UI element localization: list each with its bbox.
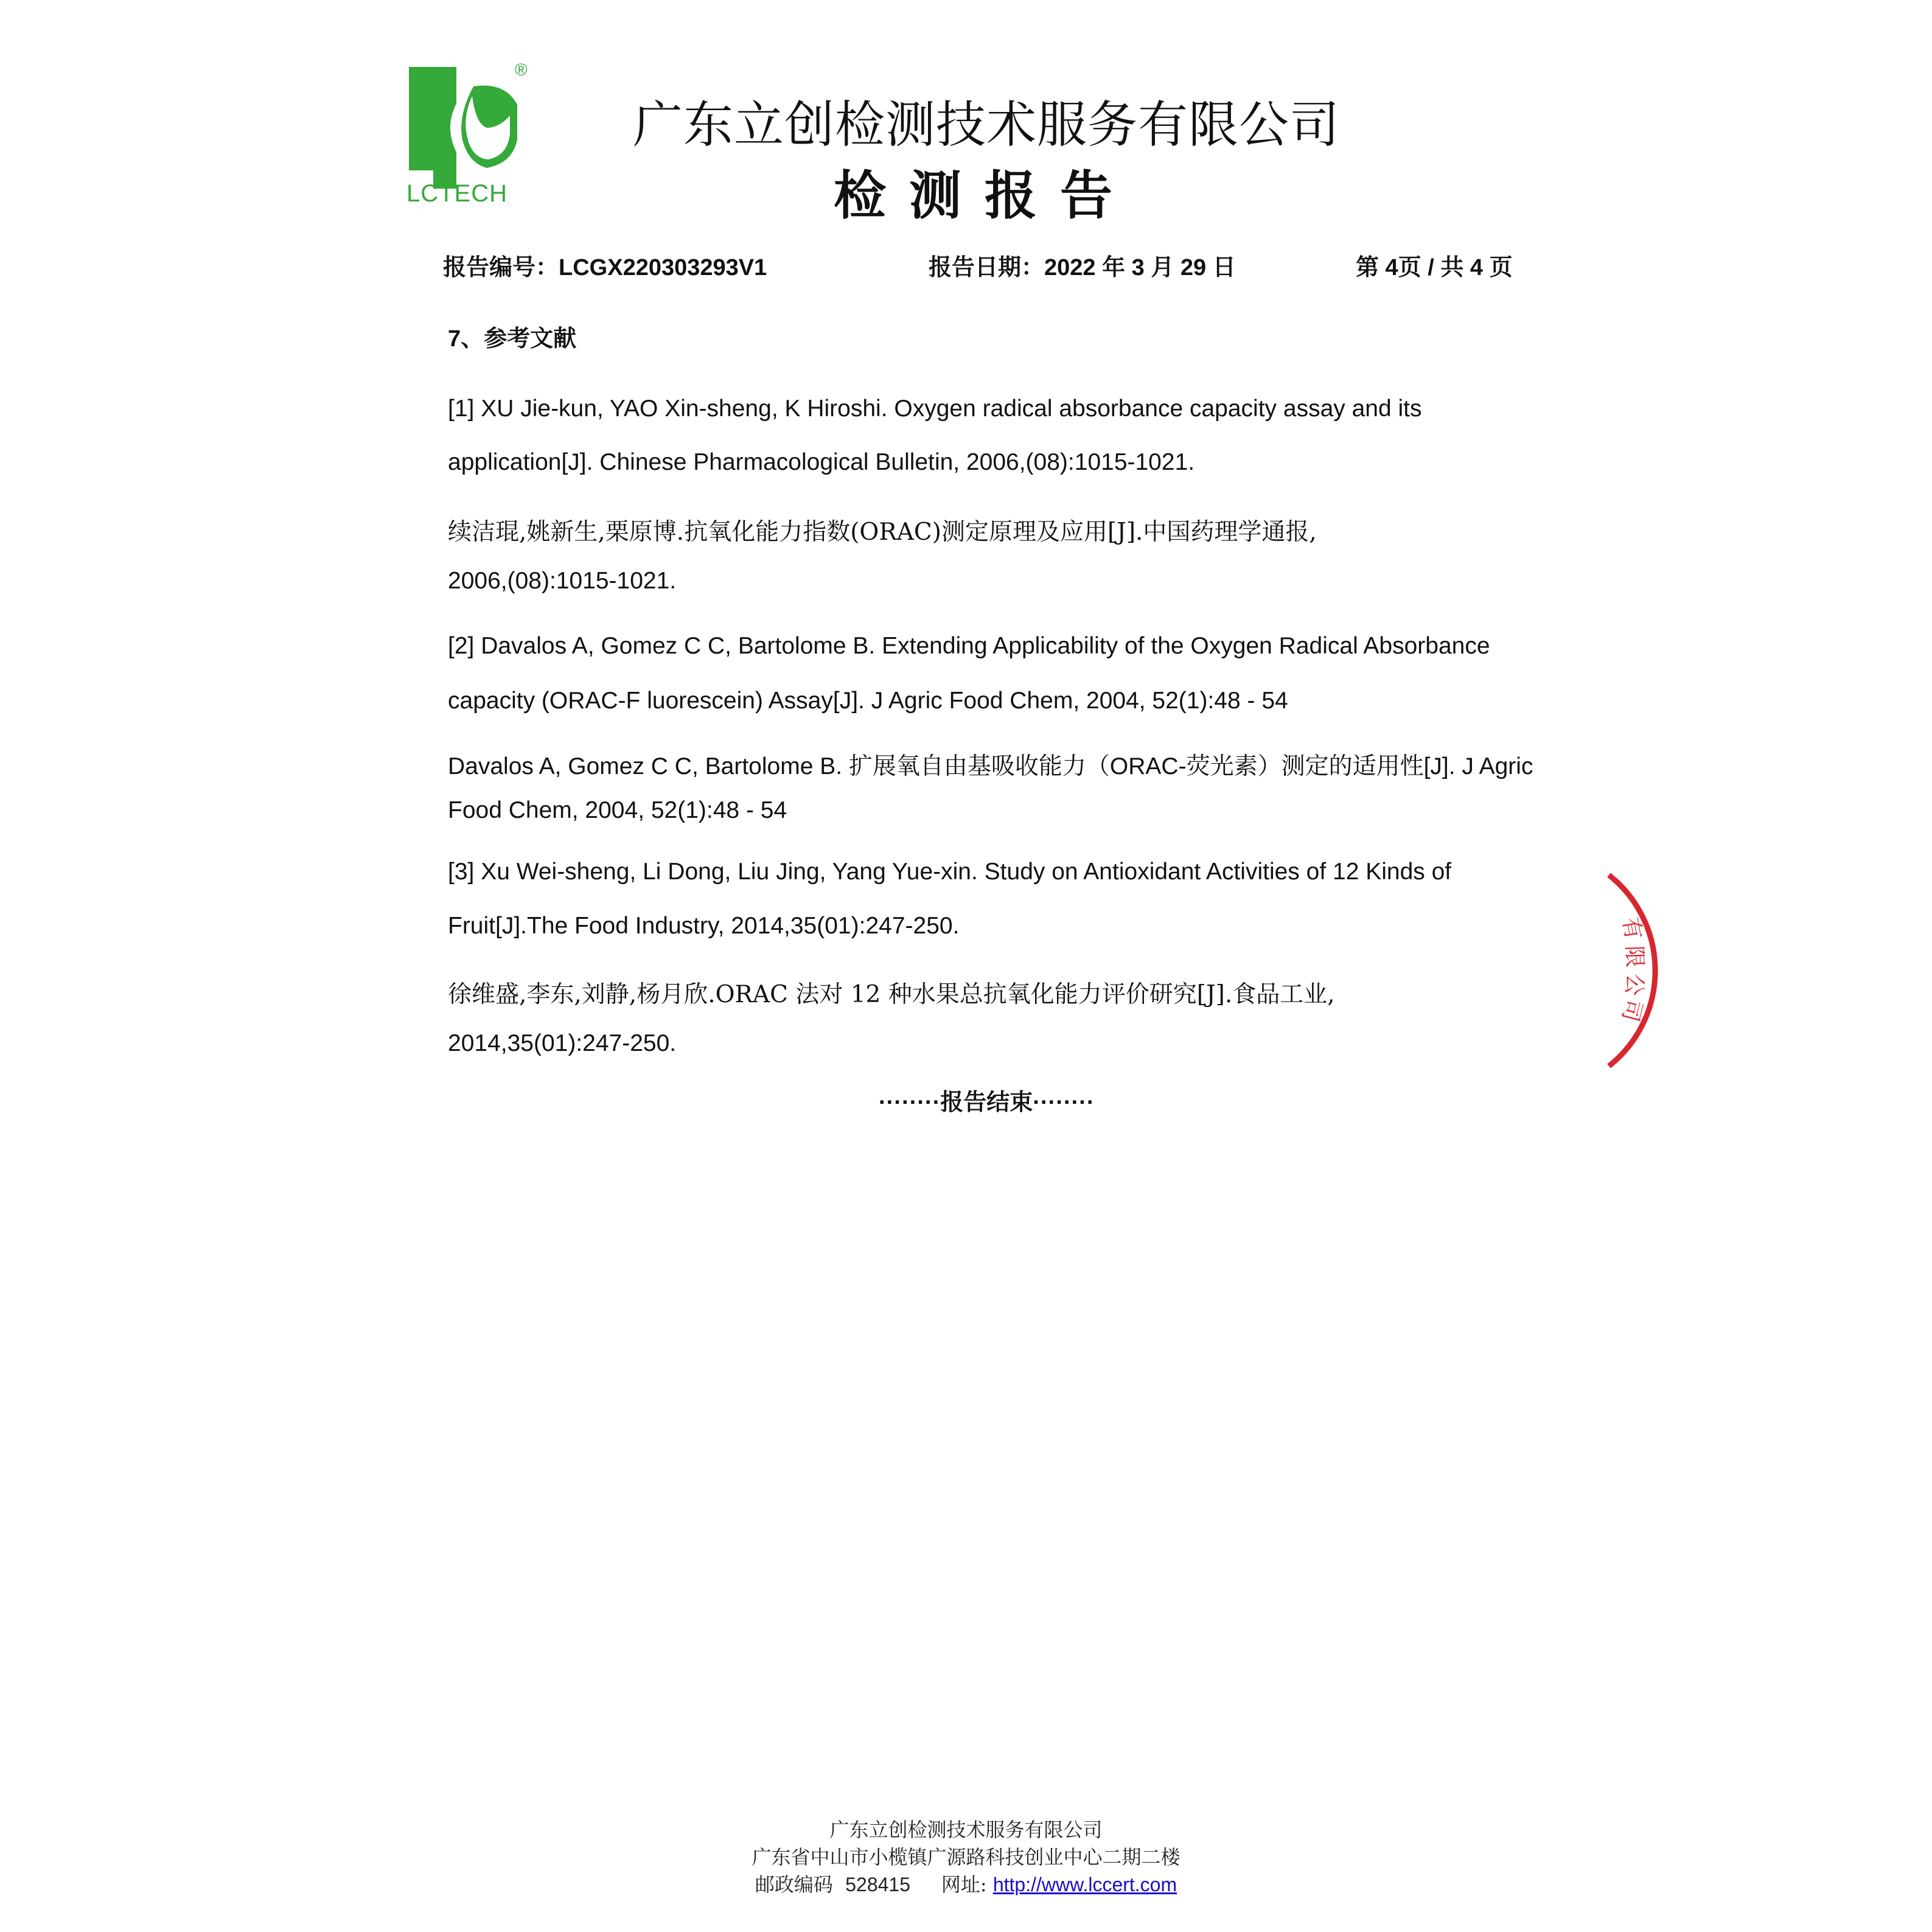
report-number xyxy=(443,248,767,282)
ref-2-line-3: Davalos A, Gomez C C, Bartolome B. 扩展氧自由基吸收能力（ORAC-荧光素）测定的适用性[J]. J Agric xyxy=(448,753,1533,779)
logo-text: LCTECH xyxy=(406,180,508,207)
report-date xyxy=(929,248,1236,282)
ref-3-line-4: 2014,35(01):247-250. xyxy=(448,1030,677,1056)
section-title: 7、参考文献 xyxy=(448,326,577,352)
postcode-value: 528415 xyxy=(845,1874,910,1895)
report-title: 检测报告 xyxy=(834,166,1135,226)
postcode-label: 邮政编码 xyxy=(755,1873,833,1896)
ref-3-line-1: [3] Xu Wei-sheng, Li Dong, Liu Jing, Yang Yue-xin. Study on Antioxidant Activities of 12 Kinds of xyxy=(448,859,1452,885)
ref-1-line-3: 续洁琨,姚新生,栗原博.抗氧化能力指数(ORAC)测定原理及应用[J].中国药理学通报, xyxy=(448,518,1317,546)
website-label: 网址: xyxy=(941,1873,987,1896)
footer-company: 广东立创检测技术服务有限公司 xyxy=(829,1818,1103,1841)
svg-text:限: 限 xyxy=(1621,945,1647,968)
report-date-label: 报告日期： xyxy=(929,255,1045,281)
company-seal-stamp xyxy=(1606,870,1661,1071)
report-date-value: 2022 年 3 月 29 日 xyxy=(1044,255,1236,281)
ref-1-line-2: application[J]. Chinese Pharmacological Bulletin, 2006,(08):1015-1021. xyxy=(448,449,1195,475)
ref-2-line-4: Food Chem, 2004, 52(1):48 - 54 xyxy=(448,797,787,823)
registered-mark: ® xyxy=(515,61,528,79)
end-of-report: ········报告结束········ xyxy=(879,1090,1095,1115)
ref-3-line-2: Fruit[J].The Food Industry, 2014,35(01):247-250. xyxy=(448,913,960,939)
svg-text:公: 公 xyxy=(1620,972,1648,997)
footer-contact xyxy=(0,1869,1932,1897)
page-info: 第 4页 / 共 4 页 xyxy=(1356,255,1513,281)
ref-2-line-2: capacity (ORAC-F luorescein) Assay[J]. J Agric Food Chem, 2004, 52(1):48 - 54 xyxy=(448,688,1288,714)
ref-2-line-1: [2] Davalos A, Gomez C C, Bartolome B. Extending Applicability of the Oxygen Radical Absorbance xyxy=(448,633,1490,659)
ref-1-line-4: 2006,(08):1015-1021. xyxy=(448,568,677,594)
report-number-value: LCGX220303293V1 xyxy=(559,255,767,281)
website-link[interactable]: http://www.lccert.com xyxy=(992,1874,1177,1895)
report-number-label: 报告编号： xyxy=(443,255,559,281)
footer-address: 广东省中山市小榄镇广源路科技创业中心二期二楼 xyxy=(752,1846,1180,1869)
svg-text:司: 司 xyxy=(1617,996,1647,1024)
svg-text:有: 有 xyxy=(1617,915,1646,942)
ref-3-line-3: 徐维盛,李东,刘静,杨月欣.ORAC 法对 12 种水果总抗氧化能力评价研究[J].食品工业, xyxy=(448,981,1335,1008)
ref-1-line-1: [1] XU Jie-kun, YAO Xin-sheng, K Hiroshi. Oxygen radical absorbance capacity assay and its xyxy=(448,396,1422,422)
company-title: 广东立创检测技术服务有限公司 xyxy=(633,96,1341,154)
